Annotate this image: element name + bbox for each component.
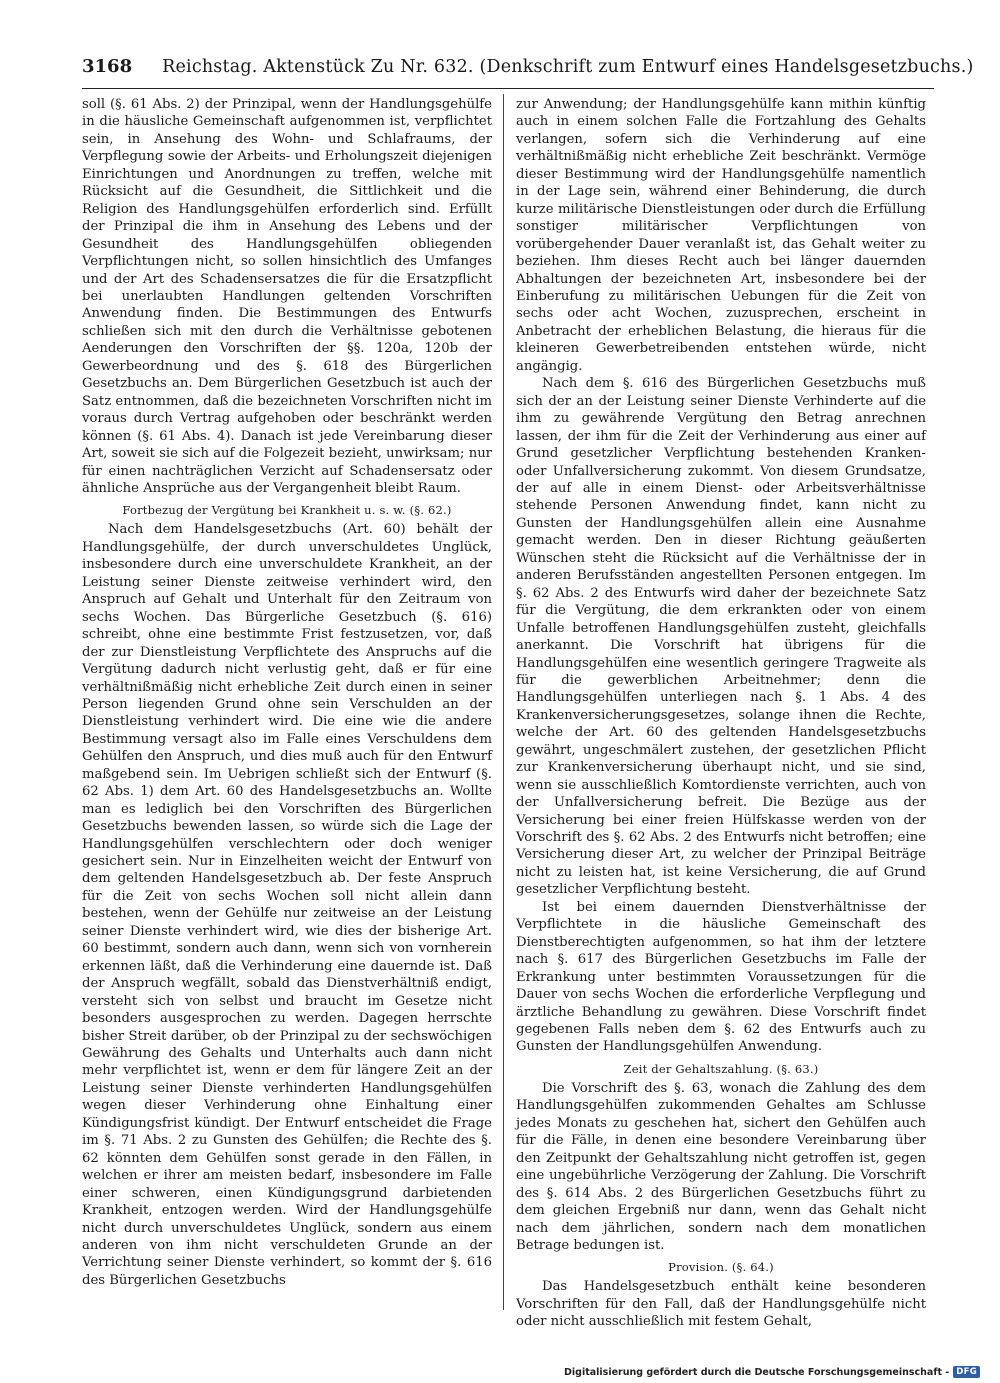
right-column <box>516 96 926 1330</box>
paragraph: Nach dem §. 616 des Bürgerlichen Gesetzbuchs muß sich der an der Leistung seiner Dienste Verhinderte auf die ihm zu gewährende Vergütung den Betrag anrechnen lassen, der ihm für die Zeit der Verhinderung aus einer auf Grund gesetzlicher Verpflichtung bestehenden Kranken- oder Unfallversicherung zukommt. Von diesem Grundsatze, der auf alle in einem Dienst- oder Arbeitsverhältnisse stehende Personen Anwendung findet, kann nicht zu Gunsten der Handlungsgehülfen allein eine Ausnahme gemacht werden. Den in dieser Richtung geäußerten Wünschen steht die Rücksicht auf die Verhältnisse der in anderen Berufsständen angestellten Personen entgegen. Im §. 62 Abs. 2 des Entwurfs wird daher der bezeichnete Satz für die Vergütung, die dem erkrankten oder von einem Unfalle betroffenen Handlungsgehülfen zusteht, gleichfalls anerkannt. Die Vorschrift hat übrigens für die Handlungsgehülfen eine wesentlich geringere Tragweite als für die gewerblichen Arbeitnehmer; denn die Handlungsgehülfen unterliegen nach §. 1 Abs. 4 des Krankenversicherungsgesetzes, solange ihnen die Rechte, welche der Art. 60 des geltenden Handelsgesetzbuchs gewährt, ungeschmälert zustehen, der gesetzlichen Pflicht zur Krankenversicherung überhaupt nicht, und sie sind, wenn sie ausschließlich Komtordienste verrichten, auch von der Unfallversicherung befreit. Die Bezüge aus der Versicherung bei einer freien Hülfskasse werden von der Vorschrift des §. 62 Abs. 2 des Entwurfs nicht betroffen; eine Versicherung dieser Art, zu welcher der Prinzipal Beiträge nicht zu leisten hat, ist keine Versicherung, die auf Grund gesetzlicher Verpflichtung besteht. <box>516 376 926 898</box>
column-divider <box>503 94 504 1310</box>
header-rule <box>82 88 934 89</box>
page-title: Reichstag. Aktenstück Zu Nr. 632. (Denkschrift zum Entwurf eines Handelsgesetzbuchs.) <box>162 57 974 77</box>
digitization-footer <box>564 1364 980 1380</box>
paragraph: Die Vorschrift des §. 63, wonach die Zahlung des dem Handlungsgehülfen zukommenden Gehaltes am Schlusse jedes Monats zu geschehen hat, sichert den Gehülfen auch für die Fälle, in denen eine besondere Vereinbarung über den Zeitpunkt der Gehaltszahlung nicht getroffen ist, gegen eine ungebührliche Verzögerung der Zahlung. Die Vorschrift des §. 614 Abs. 2 des Bürgerlichen Gesetzbuchs führt zu dem gleichen Ergebniß nur dann, wenn das Gehalt nicht nach dem jährlichen, sondern nach dem monatlichen Betrage bedungen ist. <box>516 1080 926 1253</box>
paragraph: Nach dem Handelsgesetzbuchs (Art. 60) behält der Handlungsgehülfe, der durch unverschuldetes Unglück, insbesondere durch eine unverschuldete Krankheit, an der Leistung seiner Dienste zeitweise verhindert wird, den Anspruch auf Gehalt und Unterhalt für den Zeitraum von sechs Wochen. Das Bürgerliche Gesetzbuch (§. 616) schreibt, ohne eine bestimmte Frist festzusetzen, vor, daß der zur Dienstleistung Verpflichtete des Anspruchs auf die Vergütung dadurch nicht verlustig geht, daß er für eine verhältnißmäßig nicht erhebliche Zeit durch einen in seiner Person liegenden Grund ohne sein Verschulden an der Dienstleistung verhindert wird. Die eine wie die andere Bestimmung versagt also im Falle eines Verschuldens dem Gehülfen den Anspruch, und dies muß auch für den Entwurf maßgebend sein. Im Uebrigen schließt sich der Entwurf (§. 62 Abs. 1) dem Art. 60 des Handelsgesetzbuchs an. Wollte man es lediglich bei den Vorschriften des Bürgerlichen Gesetzbuchs bewenden lassen, so würde sich die Lage der Handlungsgehülfen verschlechtern oder doch weniger gesichert sein. Nur in Einzelheiten weicht der Entwurf von dem geltenden Handelsgesetzbuch ab. Der feste Anspruch für die Zeit von sechs Wochen soll nicht allein dann bestehen, wenn der Gehülfe nur zeitweise an der Leistung seiner Dienste verhindert wird, wie dies der bisherige Art. 60 bestimmt, sondern auch dann, wenn sich von vornherein erkennen läßt, daß die Verhinderung eine dauernde ist. Daß der Anspruch wegfällt, sobald das Dienstverhältniß endigt, versteht sich von selbst und braucht im Gesetze nicht besonders ausgesprochen zu werden. Dagegen herrschte bisher Streit darüber, ob der Prinzipal zu der sechswöchigen Gewährung des Gehalts und Unterhalts auch dann nicht mehr verpflichtet ist, wenn er dem für längere Zeit an der Leistung seiner Dienste verhinderten Handlungsgehülfen wegen dieser Verhinderung ohne Einhaltung einer Kündigungsfrist kündigt. Der Entwurf entscheidet die Frage im §. 71 Abs. 2 zu Gunsten des Gehülfen; die Rechte des §. 62 könnten dem Gehülfen sonst gerade in den Fällen, in welchen er ihrer am meisten bedarf, insbesondere im Falle einer schweren, einen Kündigungsgrund darbietenden Krankheit, entzogen werden. Wird der Handlungsgehülfe nicht durch unverschuldetes Unglück, sondern aus einem anderen von ihm nicht verschuldeten Grunde an der Verrichtung seiner Dienste verhindert, so kommt der §. 616 des Bürgerlichen Gesetzbuchs <box>82 522 492 1288</box>
section-heading: Zeit der Gehaltszahlung. (§. 63.) <box>623 1061 819 1076</box>
paragraph: soll (§. 61 Abs. 2) der Prinzipal, wenn der Handlungsgehülfe in die häusliche Gemeinschaft aufgenommen ist, verpflichtet sein, in Ansehung des Wohn- und Schlafraums, der Verpflegung sowie der Arbeits- und Erholungszeit diejenigen Einrichtungen und Anordnungen zu treffen, welche mit Rücksicht auf die Gesundheit, die Sittlichkeit und die Religion des Handlungsgehülfen erforderlich sind. Erfüllt der Prinzipal die ihm in Ansehung des Lebens und der Gesundheit des Handlungsgehülfen obliegenden Verpflichtungen nicht, so sollen hinsichtlich des Umfanges und der Art des Schadensersatzes die für die Ersatzpflicht bei unerlaubten Handlungen geltenden Vorschriften Anwendung finden. Die Bestimmungen des Entwurfs schließen sich mit den durch die Verhältnisse gebotenen Aenderungen den Vorschriften der §§. 120a, 120b der Gewerbeordnung und des §. 618 des Bürgerlichen Gesetzbuchs an. Dem Bürgerlichen Gesetzbuch ist auch der Satz entnommen, daß die bezeichneten Vorschriften nicht im voraus durch Vertrag aufgehoben oder beschränkt werden können (§. 61 Abs. 4). Danach ist jede Vereinbarung dieser Art, soweit sie sich auf die Folgezeit bezieht, unwirksam; nur für einen nachträglichen Verzicht auf Schadensersatz oder ähnliche Ansprüche aus der Vergangenheit bleibt Raum. <box>82 97 492 496</box>
left-column <box>82 96 492 1310</box>
footer-text: Digitalisierung gefördert durch die Deutsche Forschungsgemeinschaft - <box>564 1366 950 1378</box>
page-header <box>82 56 974 86</box>
dfg-logo: DFG <box>953 1366 980 1378</box>
paragraph: Das Handelsgesetzbuch enthält keine besonderen Vorschriften für den Fall, daß der Handlungsgehülfe nicht oder nicht ausschließlich mit festem Gehalt, <box>516 1279 926 1330</box>
section-heading: Provision. (§. 64.) <box>668 1260 774 1275</box>
paragraph: zur Anwendung; der Handlungsgehülfe kann mithin künftig auch in einem solchen Falle die Fortzahlung des Gehalts verlangen, sofern sich die Verhinderung auf eine verhältnißmäßig nicht erhebliche Zeit beschränkt. Vermöge dieser Bestimmung wird der Handlungsgehülfe namentlich in der Lage sein, während einer Behinderung, die durch kurze militärische Dienstleistungen oder durch die Erfüllung sonstiger militärischer Verpflichtungen von vorübergehender Dauer veranlaßt ist, das Gehalt weiter zu beziehen. Ihm dieses Recht auch bei länger dauernden Abhaltungen der bezeichneten Art, insbesondere bei der Einberufung zu militärischen Uebungen für die Zeit von sechs oder acht Wochen, zuzusprechen, erscheint in Anbetracht der erheblichen Belastung, die hieraus für die kleineren Gewerbetreibenden entstehen würde, nicht angängig. <box>516 97 926 374</box>
page-number: 3168 <box>82 56 133 77</box>
paragraph: Ist bei einem dauernden Dienstverhältnisse der Verpflichtete in die häusliche Gemeinschaft des Dienstberechtigten aufgenommen, so hat ihm der letztere nach §. 617 des Bürgerlichen Gesetzbuchs im Falle der Erkrankung unter bestimmten Voraussetzungen für die Dauer von sechs Wochen die erforderliche Verpflegung und ärztliche Behandlung zu gewähren. Diese Vorschrift findet gegebenen Falls neben dem §. 62 des Entwurfs auch zu Gunsten der Handlungsgehülfen Anwendung. <box>516 899 926 1055</box>
section-heading: Fortbezug der Vergütung bei Krankheit u. s. w. (§. 62.) <box>122 503 452 518</box>
